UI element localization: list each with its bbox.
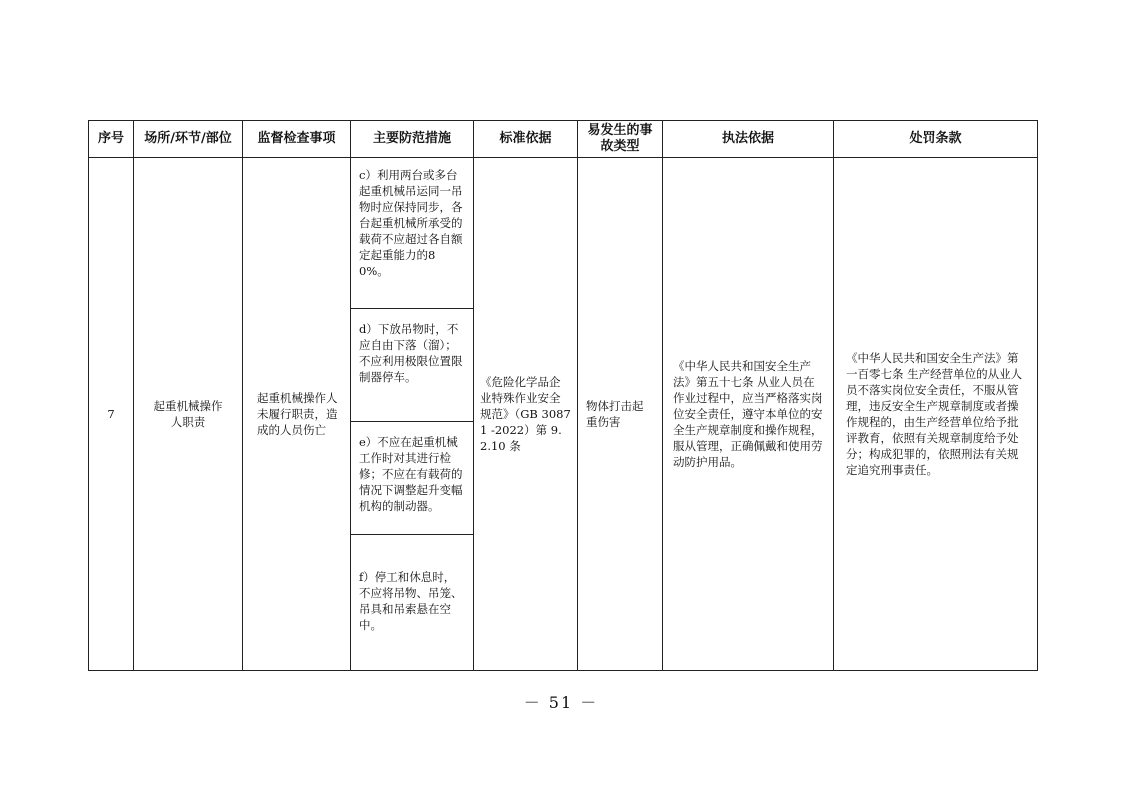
page-number: － 51 － xyxy=(523,693,599,712)
header-accident-type: 易发生的事故类型 xyxy=(578,121,663,158)
penalty-text: 《中华人民共和国安全生产法》第一百零七条 生产经营单位的从业人员不落实岗位安全责任，不服从管理，违反安全生产规章制度或者操作规程的，由生产经营单位给予批评教育，依照有关规章制度给予处分；构成犯罪的，依照刑法有关规定追究刑事责任。 xyxy=(846,351,1023,477)
header-standard: 标准依据 xyxy=(474,121,578,158)
standard-text: 《危险化学品企业特殊作业安全规范》（GB 30871 -2022）第 9.2.10 条 xyxy=(480,375,571,453)
seq-text: 7 xyxy=(107,407,115,421)
cell-penalty xyxy=(834,158,1038,671)
cell-location xyxy=(134,158,243,671)
legal-basis-text: 《中华人民共和国安全生产法》第五十七条 从业人员在作业过程中，应当严格落实岗位安全责任，遵守本单位的安全生产规章制度和操作规程，服从管理，正确佩戴和使用劳动防护用品。 xyxy=(673,359,823,469)
header-measures: 主要防范措施 xyxy=(351,121,474,158)
cell-inspection xyxy=(243,158,351,671)
table-row xyxy=(89,158,1038,671)
accident-type-text: 物体打击起重伤害 xyxy=(586,399,644,429)
cell-measures xyxy=(351,158,474,671)
header-location: 场所/环节/部位 xyxy=(134,121,243,158)
inspection-table-container xyxy=(88,120,1037,668)
location-text: 起重机械操作人职责 xyxy=(153,399,223,429)
measure-item: f）停工和休息时，不应将吊物、吊笼、吊具和吊索悬在空中。 xyxy=(359,570,463,632)
measure-item: e）不应在起重机械工作时对其进行检修；不应在有载荷的情况下调整起升变幅机构的制动器。 xyxy=(351,422,473,535)
header-inspection: 监督检查事项 xyxy=(243,121,351,158)
header-seq: 序号 xyxy=(89,121,134,158)
cell-seq xyxy=(89,158,134,671)
cell-accident-type xyxy=(578,158,663,671)
inspection-table xyxy=(88,120,1038,671)
header-legal-basis: 执法依据 xyxy=(663,121,834,158)
measure-item: c）利用两台或多台起重机械吊运同一吊物时应保持同步，各台起重机械所承受的载荷不应超过各自额定起重能力的80%。 xyxy=(351,158,473,309)
table-header-row xyxy=(89,121,1038,158)
measure-item: d）下放吊物时，不应自由下落（溜）；不应利用极限位置限制器停车。 xyxy=(351,309,473,422)
cell-legal-basis xyxy=(663,158,834,671)
cell-standard xyxy=(474,158,578,671)
header-penalty: 处罚条款 xyxy=(834,121,1038,158)
inspection-text: 起重机械操作人未履行职责，造成的人员伤亡 xyxy=(257,391,338,437)
